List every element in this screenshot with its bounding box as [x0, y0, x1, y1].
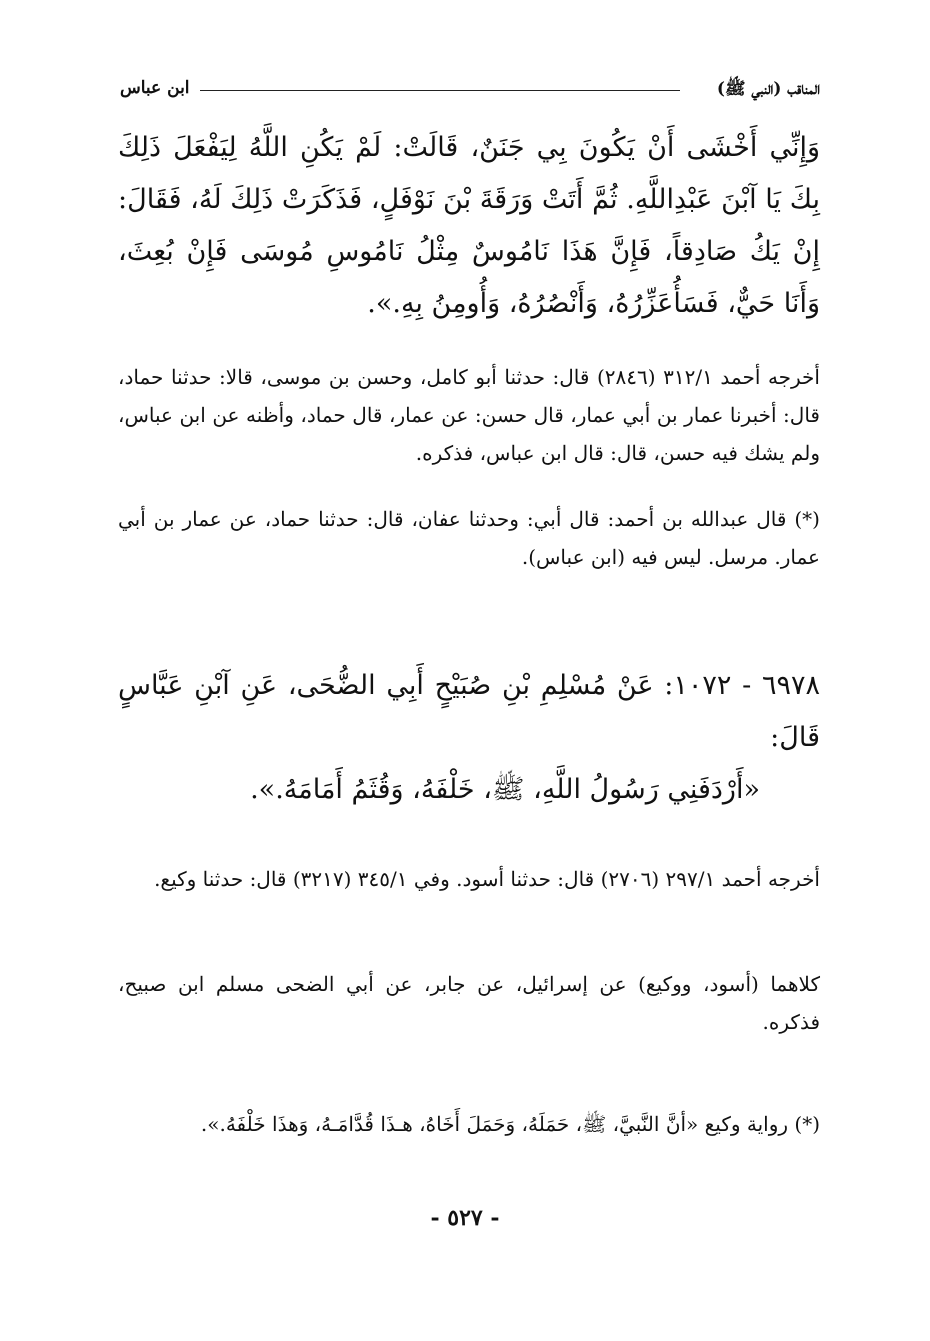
header-chapter-title: ابن عباس — [120, 78, 190, 98]
note-block-1 — [118, 500, 820, 576]
note-text-2: (*) رواية وكيع «أنَّ النَّبيَّ، ﷺ، حَمَلَهُ، وَحَمَلَ أَخَاهُ، هـذَا قُدَّامَـهُ، وَهذَا خَلْفَهُ.». — [200, 1112, 820, 1136]
hadith-6978 — [118, 660, 820, 816]
header-section-title: المناقب (النبي ﷺ) — [716, 79, 820, 99]
takhrij-text-3: كلاهما (أسود، ووكيع) عن إسرائيل، عن جابر، عن أبي الضحى مسلم ابن صبيح، فذكره. — [118, 972, 820, 1034]
note-block-2 — [118, 1105, 820, 1143]
takhrij-text-1: أخرجه أحمد ٣١٢/١ (٢٨٤٦) قال: حدثنا أبو كامل، وحسن بن موسى، قالا: حدثنا حماد، قال: أخبرنا عمار بن أبي عمار، قال حسن: عن عمار، قال حماد، وأظنه عن ابن عباس، ولم يشك فيه حسن، قال: قال ابن عباس، فذكره. — [118, 365, 820, 465]
takhrij-block-2 — [118, 860, 820, 898]
header-rule — [200, 90, 680, 91]
takhrij-text-2: أخرجه أحمد ٢٩٧/١ (٢٧٠٦) قال: حدثنا أسود. وفي ٣٤٥/١ (٣٢١٧) قال: حدثنا وكيع. — [154, 867, 820, 891]
takhrij-block-3 — [118, 965, 820, 1041]
hadith-continuation — [118, 122, 820, 330]
takhrij-block-1 — [118, 358, 820, 472]
note-text-1: (*) قال عبدالله بن أحمد: قال أبي: وحدثنا عفان، قال: حدثنا حماد، عن عمار بن أبي عمار. مرسل. ليس فيه (ابن عباس). — [118, 507, 820, 569]
hadith-6978-matn: «أَرْدَفَنِي رَسُولُ اللَّهِ، ﷺ، خَلْفَهُ، وَقُثَمُ أَمَامَهُ.». — [250, 774, 760, 805]
page-number: - ٥٢٧ - — [430, 1205, 500, 1231]
hadith-6978-intro: ٦٩٧٨ - ١٠٧٢: عَنْ مُسْلِمِ بْنِ صُبَيْحٍ أَبِي الضُّحَى، عَنِ آبْنِ عَبَّاسٍ قَالَ: — [118, 670, 820, 753]
running-header — [120, 78, 820, 104]
hadith-continuation-text: وَإِنِّي أَخْشَى أَنْ يَكُونَ بِي جَنَنٌ، قَالَتْ: لَمْ يَكُنِ اللَّهُ لِيَفْعَلَ ذَلِكَ بِكَ يَا آبْنَ عَبْدِاللَّهِ. ثُمَّ أَتَتْ وَرَقَةَ بْنَ نَوْفَلٍ، فَذَكَرَتْ ذَلِكَ لَهُ، فَقَالَ: إِنْ يَكُ صَادِقاً، فَإِنَّ هَذَا نَامُوسٌ مِثْلُ نَامُوسِ مُوسَى فَإِنْ بُعِثَ، وَأَنَا حَيٌّ، فَسَأُعَزِّرُهُ، وَأَنْصُرُهُ، وَأُومِنُ بِهِ.». — [118, 132, 820, 319]
